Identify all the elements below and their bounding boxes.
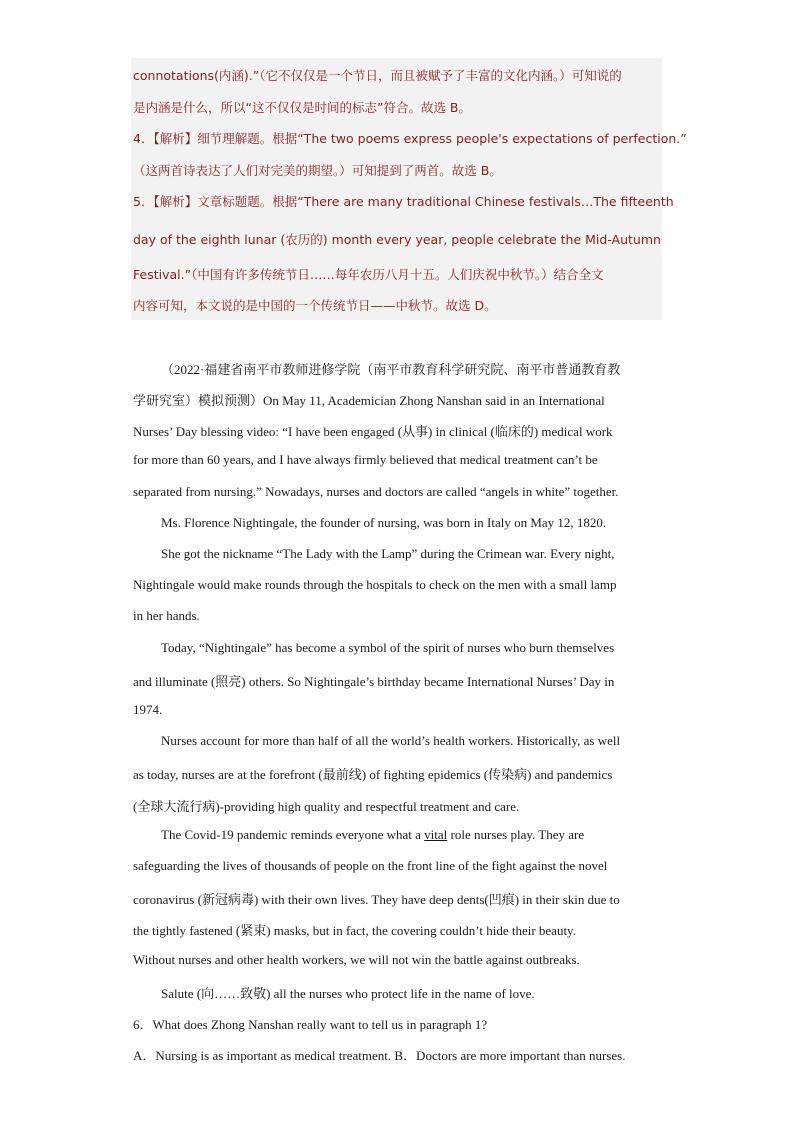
passage-line: as today, nurses are at the forefront (最前线) of fighting epidemics (传染病) and pandemics	[133, 767, 613, 782]
explanation-line: 是内涵是什么，所以“这不仅仅是时间的标志”符合。故选 B。	[133, 100, 472, 115]
passage-line: and illuminate (照亮) others. So Nightingale’s birthday became International Nurses’ Day in	[133, 674, 615, 689]
passage-line: Nightingale would make rounds through the hospitals to check on the men with a small lamp	[133, 577, 617, 592]
question-options: A．Nursing is as important as medical treatment. B．Doctors are more important than nurses.	[133, 1048, 626, 1063]
passage-line: Nurses’ Day blessing video: “I have been engaged (从事) in clinical (临床的) medical work	[133, 424, 613, 439]
passage-line: separated from nursing.” Nowadays, nurses and doctors are called “angels in white” together.	[133, 484, 619, 499]
passage-line: (全球大流行病)-providing high quality and respectful treatment and care.	[133, 799, 520, 814]
passage-line: She got the nickname “The Lady with the Lamp” during the Crimean war. Every night,	[161, 546, 615, 561]
passage-line: in her hands.	[133, 608, 200, 623]
passage-line: the tightly fastened (紧束) masks, but in fact, the covering couldn’t hide their beauty.	[133, 923, 576, 938]
question-stem: 6．What does Zhong Nanshan really want to tell us in paragraph 1?	[133, 1017, 488, 1032]
explanation-line: 4．【解析】细节理解题。根据“The two poems express people's expectations of perfection.”	[133, 131, 687, 146]
passage-line	[161, 827, 584, 843]
passage-line: 学研究室）模拟预测）On May 11, Academician Zhong Nanshan said in an International	[133, 393, 605, 408]
explanation-line: connotations(内涵).”（它不仅仅是一个节日，而且被赋予了丰富的文化内涵。）可知说的	[133, 68, 622, 83]
explanation-line: （这两首诗表达了人们对完美的期望。）可知提到了两首。故选 B。	[133, 163, 502, 178]
passage-line: safeguarding the lives of thousands of people on the front line of the fight against the novel	[133, 858, 608, 873]
passage-line: Without nurses and other health workers, we will not win the battle against outbreaks.	[133, 952, 580, 967]
explanation-line: 5．【解析】文章标题题。根据“There are many traditional Chinese festivals…The fifteenth	[133, 194, 674, 209]
passage-line: Nurses account for more than half of all the world’s health workers. Historically, as well	[161, 733, 621, 748]
passage-line: Salute (向……致敬) all the nurses who protect life in the name of love.	[161, 986, 535, 1001]
passage-text: role nurses play. They are	[447, 827, 585, 842]
passage-line: for more than 60 years, and I have always firmly believed that medical treatment can’t be	[133, 452, 598, 467]
explanation-line: Festival.”（中国有许多传统节日……每年农历八月十五。人们庆祝中秋节。）结合全文	[133, 267, 604, 282]
passage-line: Ms. Florence Nightingale, the founder of nursing, was born in Italy on May 12, 1820.	[161, 515, 607, 530]
explanation-line: 内容可知，本文说的是中国的一个传统节日——中秋节。故选 D。	[133, 298, 497, 313]
passage-text: The Covid-19 pandemic reminds everyone what a	[161, 827, 425, 842]
explanation-line: day of the eighth lunar (农历的) month every year, people celebrate the Mid-Autumn	[133, 232, 661, 247]
passage-line: coronavirus (新冠病毒) with their own lives. They have deep dents(凹痕) in their skin due to	[133, 892, 620, 907]
underlined-word: vital	[424, 827, 448, 842]
passage-line: 1974.	[133, 702, 163, 717]
passage-line: （2022·福建省南平市教师进修学院（南平市教育科学研究院、南平市普通教育教	[161, 362, 621, 377]
passage-line: Today, “Nightingale” has become a symbol of the spirit of nurses who burn themselves	[161, 640, 615, 655]
